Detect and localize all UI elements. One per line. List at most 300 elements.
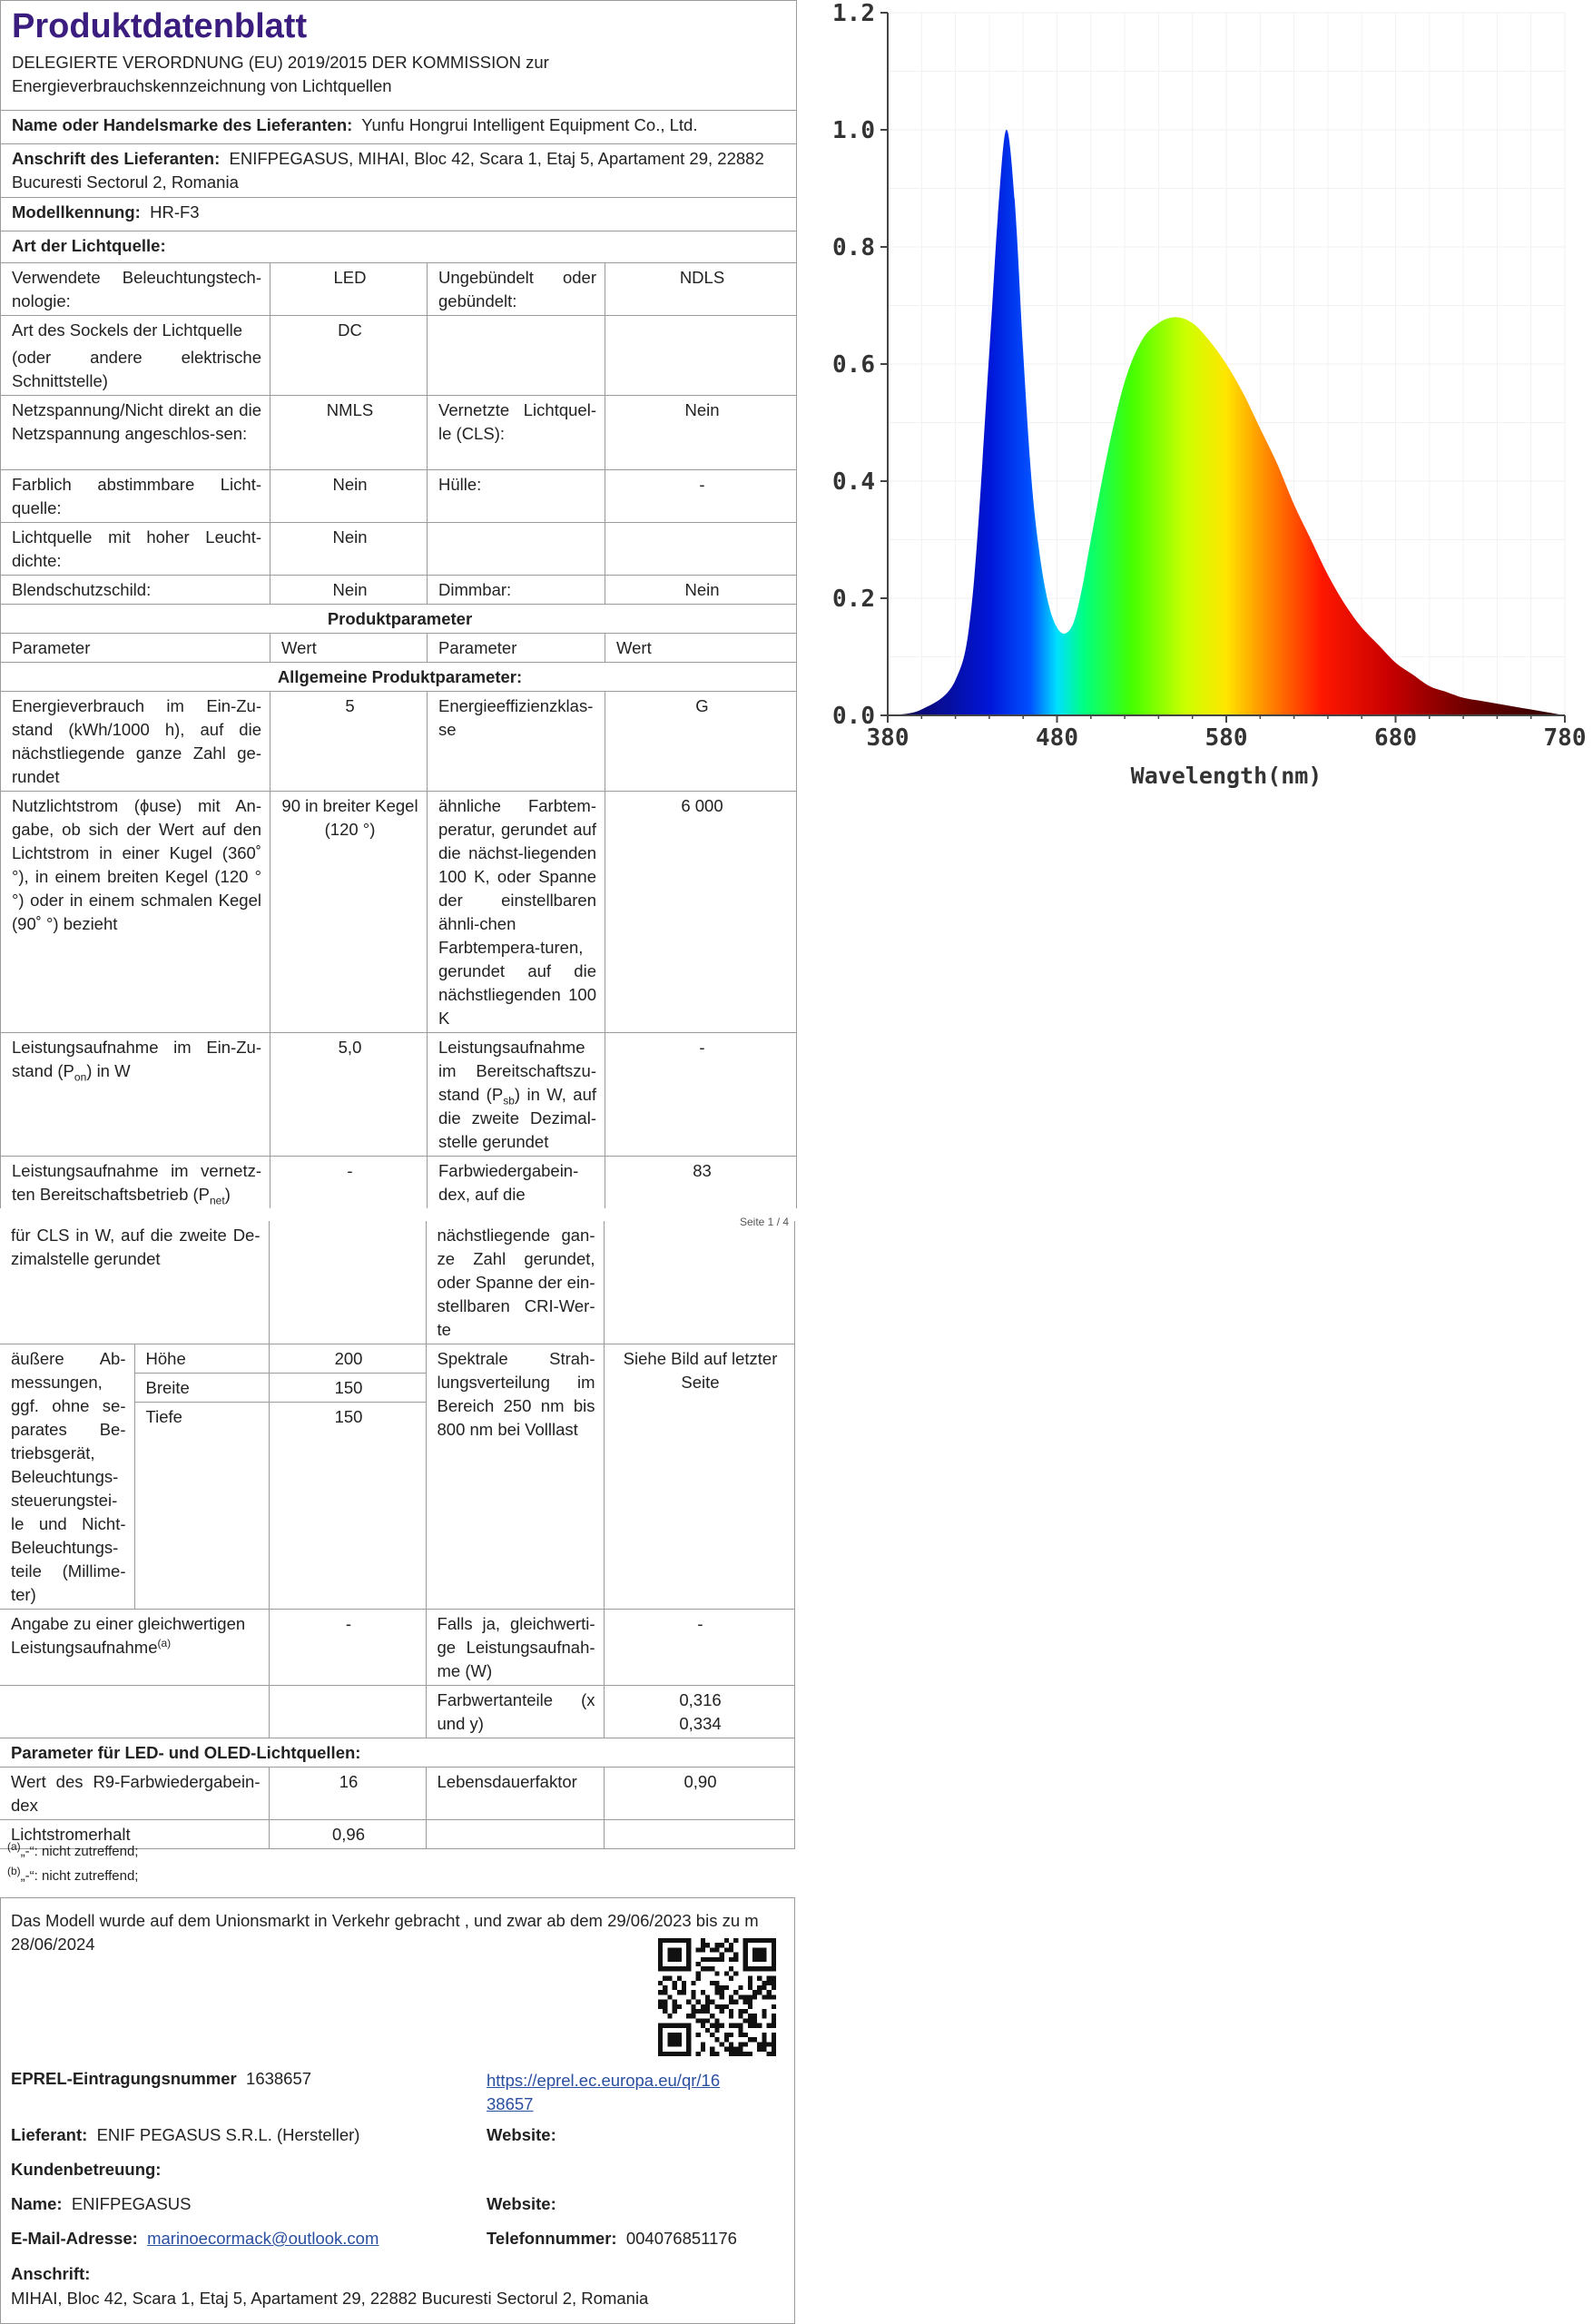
qr-module: [705, 1994, 710, 1999]
qr-module: [705, 2028, 710, 2033]
qr-module: [729, 2009, 733, 2014]
chromaticity-value: [604, 1686, 794, 1738]
qr-module: [762, 1953, 766, 1957]
qr-module: [738, 2014, 742, 2018]
qr-module: [710, 1957, 714, 1962]
qr-module: [762, 2042, 766, 2046]
supplier-value: Yunfu Hongrui Intelligent Equipment Co., Ltd.: [361, 114, 698, 134]
qr-module: [724, 1938, 729, 1943]
qr-module: [772, 2052, 776, 2056]
qr-module: [696, 2052, 701, 2056]
qr-module: [743, 2018, 748, 2023]
qr-module: [686, 2042, 691, 2046]
qr-module: [743, 2042, 748, 2046]
psb-sub: sb: [503, 1094, 515, 1108]
cct-label: ähnliche Farbtem-peratur, gerundet auf die nächst-liegenden 100 K, oder Spanne der einstellbaren ähnli-chen Farbtempera-turen, gerundet auf die nächstliegenden 100 K: [428, 791, 605, 1032]
footnote-b-text: „-“: nicht zutreffend;: [20, 1868, 139, 1884]
contact-name-value: ENIFPEGASUS: [71, 2194, 192, 2213]
qr-module: [714, 2018, 719, 2023]
qr-module: [743, 1953, 748, 1957]
qr-module: [729, 1966, 733, 1971]
qr-module: [677, 1953, 682, 1957]
qr-module: [743, 1947, 748, 1952]
qr-module: [667, 1976, 672, 1981]
equiv-label: [0, 1610, 269, 1686]
qr-module: [696, 2018, 701, 2023]
qr-module: [701, 2018, 705, 2023]
qr-module: [743, 1957, 748, 1962]
envelope-label: Hülle:: [428, 469, 605, 522]
qr-module: [757, 2047, 762, 2052]
qr-module: [733, 1990, 738, 1994]
qr-module: [729, 2042, 733, 2046]
equiv-sup: (a): [157, 1636, 172, 1649]
qr-module: [729, 2000, 733, 2004]
qr-module: [733, 1971, 738, 1975]
qr-module: [720, 1943, 724, 1947]
qr-module: [714, 2004, 719, 2009]
qr-module: [720, 1985, 724, 1990]
socket-label-line1: Art des Sockels der Lichtquelle: [12, 320, 242, 340]
qr-module: [757, 1966, 762, 1971]
qr-module: [673, 2009, 677, 2014]
qr-module: [691, 1994, 695, 1999]
address-value: ENIFPEGASUS, MIHAI, Bloc 42, Scara 1, Etaj 5, Apartament 29, 22882 Bucuresti Sectorul 2, Romania: [12, 148, 764, 192]
qr-module: [677, 2052, 682, 2056]
qr-module: [748, 2000, 752, 2004]
qr-module: [677, 2024, 682, 2028]
empty-cell: [269, 1686, 426, 1738]
qr-module: [663, 1966, 667, 1971]
qr-module: [686, 1953, 691, 1957]
qr-module: [733, 1953, 738, 1957]
footnote-b-mark: (b): [7, 1865, 21, 1877]
qr-module: [762, 1947, 766, 1952]
qr-module: [724, 2004, 729, 2009]
model-row: [1, 197, 797, 231]
maintenance-label: Lichtstromerhalt: [0, 1820, 269, 1849]
led-params-heading: Parameter für LED- und OLED-Lichtquellen:: [0, 1738, 794, 1768]
qr-module: [677, 1966, 682, 1971]
qr-module: [696, 1971, 701, 1975]
col-header-param: Parameter: [428, 633, 605, 662]
mains-label: Netzspannung/Nicht direkt an die Netzspannung angeschlos-sen:: [1, 395, 270, 469]
qr-module: [705, 2018, 710, 2023]
qr-module: [701, 1966, 705, 1971]
qr-module: [673, 2052, 677, 2056]
qr-module: [658, 1953, 663, 1957]
qr-module: [701, 1943, 705, 1947]
qr-module: [682, 1938, 686, 1943]
qr-module: [658, 1947, 663, 1952]
qr-module: [743, 1943, 748, 1947]
qr-module: [757, 1990, 762, 1994]
qr-module: [743, 2000, 748, 2004]
qr-module: [682, 1966, 686, 1971]
qr-module: [714, 2028, 719, 2033]
chromaticity-y: 0,334: [679, 1714, 722, 1733]
ifyes-label: Falls ja, gleichwerti-ge Leistungsaufnah-me (W): [426, 1610, 604, 1686]
pnet-label-cont: für CLS in W, auf die zweite De-zimalstelle gerundet: [0, 1221, 269, 1344]
qr-module: [673, 1981, 677, 1985]
eprel-link[interactable]: [487, 2069, 720, 2116]
qr-module: [658, 2052, 663, 2056]
y-tick-label: 1.2: [832, 0, 875, 27]
qr-module: [720, 1990, 724, 1994]
footnote-a-text: „-“: nicht zutreffend;: [20, 1844, 139, 1859]
qr-module: [738, 1994, 742, 1999]
qr-module: [667, 2052, 672, 2056]
qr-module: [752, 1947, 757, 1952]
qr-module: [710, 2052, 714, 2056]
qr-module: [658, 1957, 663, 1962]
qr-module: [705, 2004, 710, 2009]
y-tick-label: 0.4: [832, 468, 875, 496]
qr-module: [705, 1943, 710, 1947]
qr-module: [767, 2052, 772, 2056]
qr-module: [729, 2014, 733, 2018]
qr-module: [752, 1953, 757, 1957]
qr-module: [686, 1962, 691, 1966]
qr-module: [738, 2009, 742, 2014]
general-params-heading: Allgemeine Produktparameter:: [1, 662, 797, 691]
contact-name-label: Name:: [11, 2194, 63, 2213]
dimmable-value: Nein: [605, 575, 797, 604]
socket-label: [1, 315, 270, 395]
y-tick-label: 0.2: [832, 586, 875, 613]
qr-module: [667, 1994, 672, 1999]
qr-module: [677, 2037, 682, 2042]
efficiency-class-value: G: [605, 691, 797, 791]
qr-module: [772, 1966, 776, 1971]
qr-module: [772, 1943, 776, 1947]
qr-module: [673, 2037, 677, 2042]
qr-module: [729, 1994, 733, 1999]
qr-module: [691, 1990, 695, 1994]
qr-module: [686, 2028, 691, 2033]
qr-module: [658, 1943, 663, 1947]
pon-label-text: Leistungsaufnahme im Ein-Zu-stand (P: [12, 1037, 261, 1080]
qr-module: [686, 2037, 691, 2042]
equiv-label-text: Angabe zu einer gleichwertigen Leistungsaufnahme: [11, 1614, 246, 1657]
qr-module: [686, 2033, 691, 2037]
eprel-link-line2[interactable]: 38657: [487, 2094, 534, 2113]
qr-module: [757, 1938, 762, 1943]
x-tick-label: 580: [1205, 724, 1248, 752]
qr-module: [677, 1976, 682, 1981]
qr-module: [743, 1938, 748, 1943]
qr-module: [762, 1966, 766, 1971]
eprel-value: 1638657: [246, 2069, 312, 2088]
supplier-name-row: [11, 2125, 359, 2145]
qr-module: [762, 1957, 766, 1962]
qr-module: [714, 1985, 719, 1990]
qr-module: [772, 2037, 776, 2042]
qr-module: [772, 2042, 776, 2046]
qr-module: [677, 1957, 682, 1962]
color-tunable-value: Nein: [270, 469, 428, 522]
qr-module: [772, 1976, 776, 1981]
qr-module: [733, 2024, 738, 2028]
qr-module: [710, 1947, 714, 1952]
qr-module: [772, 1957, 776, 1962]
qr-module: [686, 2000, 691, 2004]
qr-module: [748, 1981, 752, 1985]
qr-module: [752, 2037, 757, 2042]
qr-module: [738, 2052, 742, 2056]
chromaticity-label: Farbwertanteile (x und y): [426, 1686, 604, 1738]
qr-module: [748, 2018, 752, 2023]
qr-module: [714, 2037, 719, 2042]
cct-value: 6 000: [605, 791, 797, 1032]
qr-module: [701, 2024, 705, 2028]
qr-module: [667, 1938, 672, 1943]
qr-module: [663, 1990, 667, 1994]
page-title: Produktdatenblatt: [1, 1, 797, 49]
qr-module: [729, 1957, 733, 1962]
pnet-label-end: ): [224, 1184, 231, 1204]
qr-module: [762, 2047, 766, 2052]
qr-module: [748, 2024, 752, 2028]
qr-module: [658, 1990, 663, 1994]
pon-sub: on: [74, 1070, 87, 1084]
qr-module: [720, 2042, 724, 2046]
pon-label: [1, 1032, 270, 1156]
email-link[interactable]: marinoecormack@outlook.com: [147, 2229, 379, 2248]
qr-module: [686, 1947, 691, 1952]
qr-module: [738, 2033, 742, 2037]
x-tick-label: 680: [1374, 724, 1417, 752]
qr-module: [743, 2052, 748, 2056]
qr-module: [714, 1943, 719, 1947]
qr-module: [677, 1947, 682, 1952]
qr-module: [696, 2000, 701, 2004]
qr-module: [691, 1981, 695, 1985]
qr-module: [658, 2047, 663, 2052]
spd-value: Siehe Bild auf letzter Seite: [604, 1344, 794, 1610]
qr-module: [772, 2014, 776, 2018]
qr-module: [748, 2004, 752, 2009]
qr-module: [720, 1953, 724, 1957]
psb-label: [428, 1032, 605, 1156]
qr-module: [677, 1938, 682, 1943]
qr-module: [658, 1966, 663, 1971]
qr-module: [691, 2014, 695, 2018]
qr-module: [762, 2033, 766, 2037]
qr-module: [691, 2009, 695, 2014]
mains-value: NMLS: [270, 395, 428, 469]
qr-module: [701, 1947, 705, 1952]
email-row: [11, 2229, 379, 2249]
qr-module: [724, 1971, 729, 1975]
qr-module: [724, 2037, 729, 2042]
qr-module: [762, 2014, 766, 2018]
qr-module: [658, 1938, 663, 1943]
width-value: 150: [269, 1374, 426, 1403]
qr-module: [748, 1938, 752, 1943]
qr-module: [677, 2033, 682, 2037]
empty-cell: [604, 1221, 794, 1344]
qr-module: [667, 2024, 672, 2028]
qr-module: [686, 1966, 691, 1971]
qr-module: [743, 1994, 748, 1999]
regulation-text: DELEGIERTE VERORDNUNG (EU) 2019/2015 DER KOMMISSION zur Energieverbrauchskennzeichnung von Lichtquellen: [1, 48, 797, 110]
col-header-value: Wert: [605, 633, 797, 662]
luminance-value: Nein: [270, 522, 428, 575]
supplier-row: [1, 110, 797, 143]
col-header-value: Wert: [270, 633, 428, 662]
qr-module: [720, 2009, 724, 2014]
qr-module: [710, 1966, 714, 1971]
contact-name-row: [11, 2194, 191, 2214]
footnote-a-mark: (a): [7, 1840, 21, 1853]
qr-module: [738, 2028, 742, 2033]
type-heading: Art der Lichtquelle:: [1, 231, 797, 262]
qr-module: [772, 1947, 776, 1952]
qr-module: [686, 1957, 691, 1962]
qr-module: [667, 1953, 672, 1957]
spd-label: Spektrale Strah-lungsverteilung im Bereich 250 nm bis 800 nm bei Volllast: [426, 1344, 604, 1610]
width-label: Breite: [134, 1374, 269, 1403]
qr-module: [701, 2047, 705, 2052]
glare-value: Nein: [270, 575, 428, 604]
anschrift-label: Anschrift:: [11, 2264, 91, 2283]
qr-module: [767, 1966, 772, 1971]
spectrum-chart: [797, 0, 1593, 790]
pnet-label: [1, 1156, 270, 1208]
pon-value: 5,0: [270, 1032, 428, 1156]
qr-module: [720, 1957, 724, 1962]
qr-module: [748, 1985, 752, 1990]
datasheet-table-2: [0, 1221, 795, 1849]
phone-label: Telefonnummer:: [487, 2229, 617, 2248]
equiv-value: -: [269, 1610, 426, 1686]
x-tick-label: 380: [866, 724, 910, 752]
email-label: E-Mail-Adresse:: [11, 2229, 138, 2248]
eprel-link-line1[interactable]: https://eprel.ec.europa.eu/qr/16: [487, 2071, 721, 2090]
phone-value: 004076851176: [625, 2229, 737, 2248]
maintenance-value: 0,96: [269, 1820, 426, 1849]
qr-module: [724, 2033, 729, 2037]
qr-module: [772, 1981, 776, 1985]
pnet-value: -: [270, 1156, 428, 1208]
qr-module: [714, 1990, 719, 1994]
qr-module: [757, 1985, 762, 1990]
qr-module: [738, 2047, 742, 2052]
flux-label: Nutzlichtstrom (ϕuse) mit An-gabe, ob sich der Wert auf den Lichtstrom in einer Kugel (360˚ °), in einem breiten Kegel (120 °°) oder in einem schmalen Kegel (90˚ °) bezieht: [1, 791, 270, 1032]
lifetime-label: Lebensdauerfaktor: [426, 1768, 604, 1820]
qr-module: [729, 1943, 733, 1947]
qr-module: [701, 1990, 705, 1994]
qr-module: [667, 1966, 672, 1971]
qr-module: [762, 2009, 766, 2014]
qr-module: [673, 2033, 677, 2037]
qr-module: [663, 2024, 667, 2028]
color-tunable-label: Farblich abstimmbare Licht-quelle:: [1, 469, 270, 522]
cri-label: Farbwiedergabein-dex, auf die: [428, 1156, 605, 1208]
qr-module: [658, 2024, 663, 2028]
qr-module: [762, 1981, 766, 1985]
qr-module: [729, 2033, 733, 2037]
qr-module: [748, 1994, 752, 1999]
qr-module: [772, 2018, 776, 2023]
qr-module: [667, 1957, 672, 1962]
qr-module: [714, 2052, 719, 2056]
height-label: Höhe: [134, 1344, 269, 1374]
qr-module: [710, 2014, 714, 2018]
model-value: HR-F3: [150, 202, 200, 222]
qr-module: [682, 2052, 686, 2056]
qr-module: [663, 2009, 667, 2014]
qr-module: [667, 2014, 672, 2018]
socket-value: DC: [270, 315, 428, 395]
qr-module: [673, 2000, 677, 2004]
bundle-value: NDLS: [605, 262, 797, 315]
qr-module: [714, 2024, 719, 2028]
customer-service-label: Kundenbetreuung:: [11, 2160, 162, 2179]
qr-module: [743, 2009, 748, 2014]
qr-module: [673, 1957, 677, 1962]
qr-module: [673, 1938, 677, 1943]
qr-module: [658, 1962, 663, 1966]
page-number: Seite 1 / 4: [740, 1216, 790, 1228]
qr-module: [667, 1947, 672, 1952]
lifetime-value: 0,90: [604, 1768, 794, 1820]
qr-module: [663, 2004, 667, 2009]
qr-module: [710, 2000, 714, 2004]
qr-module: [663, 2000, 667, 2004]
qr-module: [772, 2047, 776, 2052]
psb-label-end: ) in W, auf die zweite Dezimal-stelle gerundet: [438, 1084, 596, 1151]
qr-module: [729, 2052, 733, 2056]
qr-module: [729, 1976, 733, 1981]
qr-module: [720, 2024, 724, 2028]
cls-value: Nein: [605, 395, 797, 469]
qr-module: [724, 2047, 729, 2052]
qr-module: [686, 2052, 691, 2056]
qr-module: [738, 1985, 742, 1990]
qr-module: [767, 1981, 772, 1985]
qr-module: [772, 1962, 776, 1966]
website-label: Website:: [487, 2125, 556, 2144]
eprel-row: [11, 2069, 311, 2089]
qr-module: [767, 2024, 772, 2028]
qr-module: [663, 1985, 667, 1990]
energy-label: Energieverbrauch im Ein-Zu-stand (kWh/1000 h), auf die nächstliegende ganze Zahl ge-rundet: [1, 691, 270, 791]
qr-module: [772, 1953, 776, 1957]
qr-module: [682, 1981, 686, 1985]
x-tick-label: 780: [1543, 724, 1587, 752]
qr-module: [682, 2024, 686, 2028]
dimensions-label: äußere Ab-messungen, ggf. ohne se-parates Be-triebsgerät, Beleuchtungs-steuerungstei-le und Nicht-Beleuchtungs-teile (Millime-ter): [0, 1344, 134, 1610]
pnet-label-text: Leistungsaufnahme im vernetz-ten Bereitschaftsbetrieb (P: [12, 1160, 261, 1204]
qr-module: [663, 1976, 667, 1981]
qr-module: [686, 2014, 691, 2018]
psb-label-text: Leistungsaufnahme im Bereitschaftszu-stand (P: [438, 1037, 596, 1104]
qr-module: [677, 2042, 682, 2046]
qr-module: [733, 2000, 738, 2004]
qr-module: [772, 1985, 776, 1990]
lieferant-value: ENIF PEGASUS S.R.L. (Hersteller): [96, 2125, 360, 2144]
qr-module: [772, 2033, 776, 2037]
qr-module: [658, 2028, 663, 2033]
qr-module: [767, 1990, 772, 1994]
x-tick-label: 480: [1036, 724, 1078, 752]
y-tick-label: 0.6: [832, 351, 875, 379]
efficiency-class-label: Energieeffizienzklas-se: [428, 691, 605, 791]
socket-label-line2: (oder andere elektrische Schnittstelle): [12, 347, 261, 390]
y-tick-label: 0.0: [832, 703, 875, 730]
